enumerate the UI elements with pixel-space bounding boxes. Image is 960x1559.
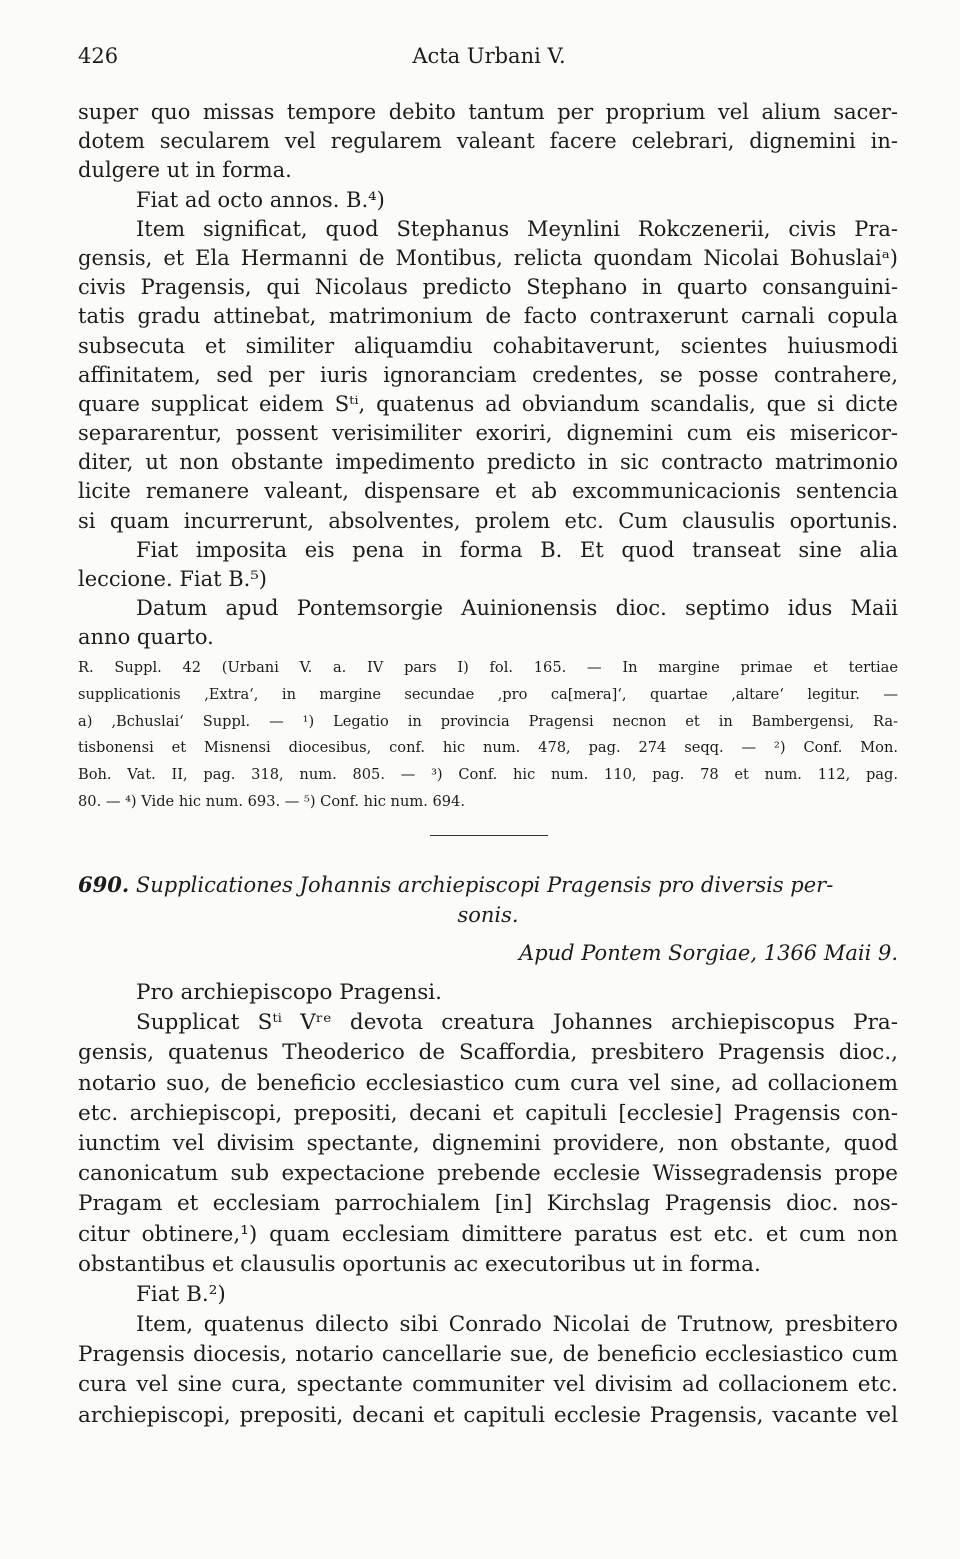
text-line: Item, quatenus dilecto sibi Conrado Nicolai de Trutnow, presbitero — [136, 1312, 898, 1338]
section-title-line-1: Supplicationes Johannis archiepiscopi Pragensis pro diversis per- — [135, 873, 834, 897]
text-line: iunctim vel divisim spectante, dignemini providere, non obstante, quod — [78, 1130, 898, 1156]
text-line: obstantibus et clausulis oportunis ac executoribus ut in forma. — [78, 1251, 761, 1277]
text-line: Fiat ad octo annos. B.⁴) — [136, 187, 385, 212]
section-number: 690. — [78, 872, 130, 897]
footnote-line: supplicationis ‚Extra‘, in margine secundae ‚pro ca[mera]‘, quartae ‚altare‘ legitur. — — [78, 685, 898, 703]
page-header — [78, 44, 900, 80]
text-line: Pragam et ecclesiam parrochialem [in] Kirchslag Pragensis dioc. nos- — [78, 1191, 898, 1217]
text-line: leccione. Fiat B.⁵) — [78, 567, 267, 591]
text-line: archiepiscopi, prepositi, decani et capituli ecclesie Pragensis, vacante vel — [78, 1402, 898, 1428]
text-line: citur obtinere,¹) quam ecclesiam dimittere paratus est etc. et cum non — [78, 1221, 898, 1247]
footnote-line: 80. — ⁴) Vide hic num. 693. — ⁵) Conf. hic num. 694. — [78, 792, 465, 810]
section-title — [78, 870, 898, 930]
text-line: Pro archiepiscopo Pragensi. — [136, 980, 442, 1005]
footnote-line: tisbonensi et Misnensi diocesibus, conf. hic num. 478, pag. 274 seqq. — ²) Conf. Mon. — [78, 739, 898, 757]
text-line: subsecuta et similiter aliquamdiu cohabitaverunt, scientes huiusmodi — [78, 333, 898, 358]
text-line: anno quarto. — [78, 625, 214, 650]
text-line: separarentur, possent verisimiliter exoriri, dignemini cum eis misericor- — [78, 421, 898, 446]
text-block-2 — [78, 978, 898, 1431]
text-line: Supplicat Sᵗⁱ Vʳᵉ devota creatura Johannes archiepiscopus Pra- — [136, 1010, 898, 1036]
text-line: Item significat, quod Stephanus Meynlini Rokczenerii, civis Pra- — [136, 216, 898, 241]
text-line: notario suo, de beneficio ecclesiastico cum cura vel sine, ad collacionem — [78, 1070, 898, 1096]
footnotes — [78, 655, 898, 816]
text-line: etc. archiepiscopi, prepositi, decani et capituli [ecclesie] Pragensis con- — [78, 1100, 898, 1126]
text-line: tatis gradu attinebat, matrimonium de facto contraxerunt carnali copula — [78, 304, 898, 329]
text-line: dotem secularem vel regularem valeant facere celebrari, dignemini in- — [78, 129, 898, 154]
text-line: civis Pragensis, qui Nicolaus predicto Stephano in quarto consanguini- — [78, 275, 898, 300]
page-number: 426 — [78, 44, 119, 68]
text-line: Fiat imposita eis pena in forma B. Et quod transeat sine alia — [136, 537, 898, 562]
text-line: si quam incurrerunt, absolventes, prolem etc. Cum clausulis oportunis. — [78, 508, 898, 533]
text-line: Fiat B.²) — [136, 1281, 226, 1307]
running-title: Acta Urbani V. — [412, 44, 566, 68]
footnote-line: R. Suppl. 42 (Urbani V. a. IV pars I) fol. 165. — In margine primae et tertiae — [78, 659, 898, 676]
text-line: dulgere ut in forma. — [78, 158, 292, 183]
text-block-1 — [78, 98, 898, 653]
text-line: licite remanere valeant, dispensare et ab excommunicacionis sentencia — [78, 479, 898, 504]
text-line: super quo missas tempore debito tantum per proprium vel alium sacer- — [78, 100, 898, 124]
section-dateline: Apud Pontem Sorgiae, 1366 Maii 9. — [519, 941, 898, 965]
text-line: canonicatum sub expectacione prebende ecclesie Wissegradensis prope — [78, 1161, 898, 1187]
text-line: diter, ut non obstante impedimento predicto in sic contracto matrimonio — [78, 450, 898, 475]
text-line: affinitatem, sed per iuris ignoranciam credentes, se posse contrahere, — [78, 362, 898, 387]
text-line: Pragensis diocesis, notario cancellarie sue, de beneficio ecclesiastico cum — [78, 1342, 898, 1368]
text-line: quare supplicat eidem Sᵗⁱ, quatenus ad obviandum scandalis, que si dicte — [78, 391, 898, 416]
section-divider — [430, 835, 548, 836]
footnote-line: a) ‚Bchuslai‘ Suppl. — ¹) Legatio in provincia Pragensi necnon et in Bambergensi, Ra- — [78, 712, 898, 730]
text-line: Datum apud Pontemsorgie Auinionensis dioc. septimo idus Maii — [136, 596, 898, 621]
section-title-line-2: sonis. — [457, 903, 519, 927]
text-line: cura vel sine cura, spectante communiter vel divisim ad collacionem etc. — [78, 1372, 898, 1398]
footnote-line: Boh. Vat. II, pag. 318, num. 805. — ³) Conf. hic num. 110, pag. 78 et num. 112, pag. — [78, 766, 898, 784]
text-line: gensis, et Ela Hermanni de Montibus, relicta quondam Nicolai Bohuslaiᵃ) — [78, 245, 898, 270]
text-line: gensis, quatenus Theoderico de Scaffordia, presbitero Pragensis dioc., — [78, 1040, 898, 1066]
